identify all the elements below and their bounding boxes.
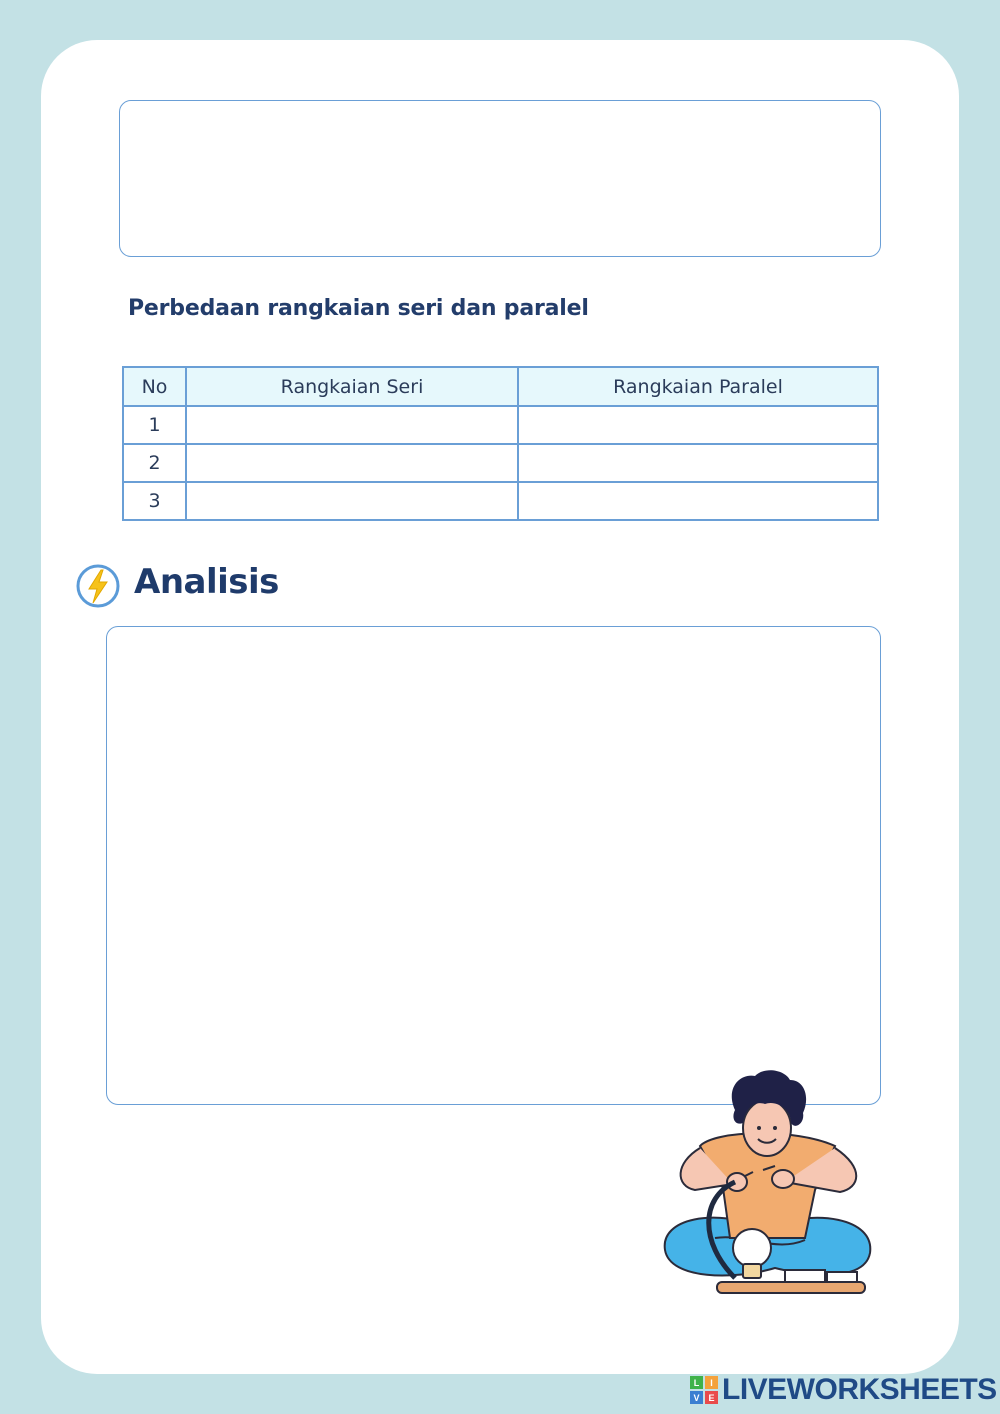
header-paralel: Rangkaian Paralel	[518, 367, 878, 406]
svg-text:L: L	[693, 1378, 700, 1388]
table-row	[123, 406, 878, 444]
answer-box-top[interactable]	[119, 100, 881, 257]
comparison-table	[122, 366, 879, 521]
brand-name: LIVEWORKSHEETS	[722, 1373, 997, 1406]
seri-answer-cell[interactable]	[186, 444, 518, 482]
row-number: 3	[123, 482, 186, 520]
table-row	[123, 482, 878, 520]
paralel-answer-cell[interactable]	[518, 482, 878, 520]
paralel-answer-cell[interactable]	[518, 444, 878, 482]
svg-text:E: E	[708, 1393, 715, 1403]
seri-answer-cell[interactable]	[186, 482, 518, 520]
svg-text:I: I	[710, 1378, 713, 1388]
analysis-title: Analisis	[134, 562, 279, 602]
header-no: No	[123, 367, 186, 406]
analysis-answer-box[interactable]	[106, 626, 881, 1105]
boy-wiring-bulb-illustration	[655, 1068, 880, 1300]
seri-answer-cell[interactable]	[186, 406, 518, 444]
header-seri: Rangkaian Seri	[186, 367, 518, 406]
lightning-bolt-icon	[75, 563, 121, 609]
row-number: 1	[123, 406, 186, 444]
liveworksheets-logo-icon	[690, 1376, 718, 1404]
section-heading: Perbedaan rangkaian seri dan paralel	[128, 296, 589, 321]
row-number: 2	[123, 444, 186, 482]
table-row	[123, 444, 878, 482]
liveworksheets-brand	[690, 1372, 997, 1408]
table-header-row	[123, 367, 878, 406]
svg-text:V: V	[693, 1393, 700, 1403]
paralel-answer-cell[interactable]	[518, 406, 878, 444]
